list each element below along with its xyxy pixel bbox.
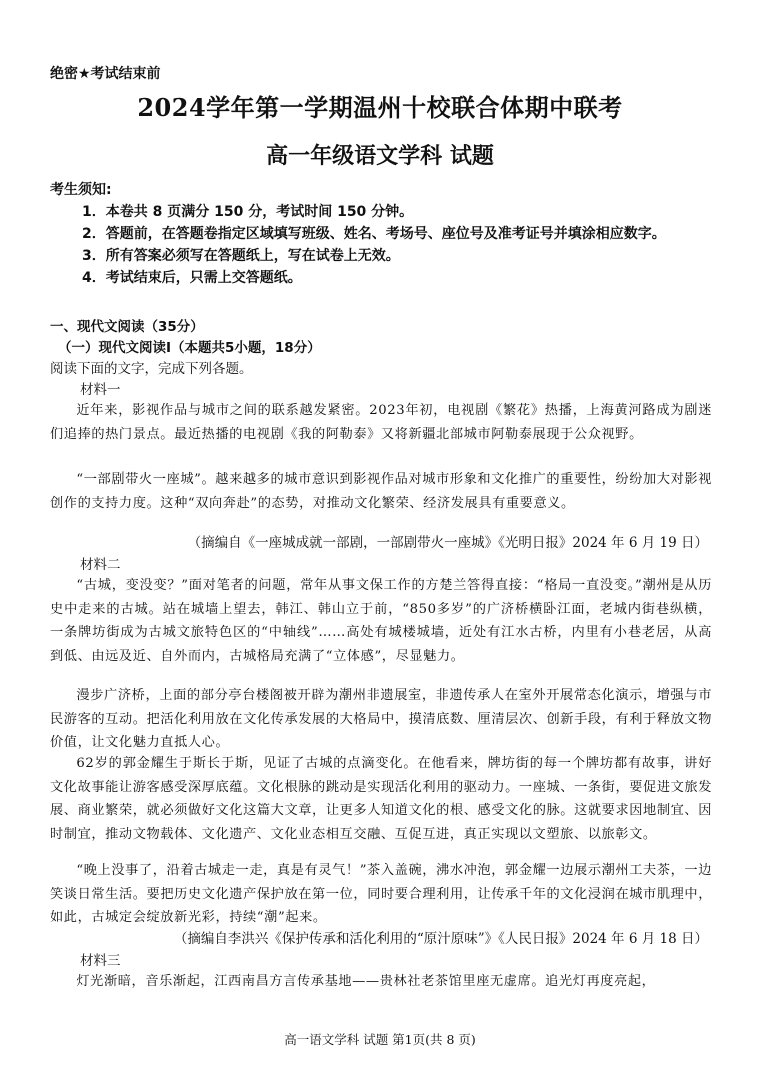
page-footer: 高一语文学科 试题 第1页(共 8 页) (284, 1032, 476, 1047)
section-heading: 一、现代文阅读（35分） (50, 319, 204, 335)
material2-paragraph-1: “古城，变没变？”面对笔者的问题，常年从事文保工作的方楚兰答得直接：“格局一直没变。”潮州是从历史中走来的古城。站在城墙上望去，韩江、韩山立于前，“850多岁”的广济桥横卧江面，老城内街巷纵横，一条牌坊街成为古城文旅特色区的“中轴线”……高处有城楼城墙，近处有江水古桥，内里有小巷老居，从高到低、由远及近、自外而内，古城格局充满了“立体感”，尽显魅力。 (50, 578, 712, 664)
material3-paragraph-1: 灯光渐暗，音乐渐起，江西南昌方言传承基地——贵林社老茶馆里座无虚席。追光灯再度亮起， (76, 974, 656, 989)
subsection-heading: （一）现代文阅读Ⅰ（本题共5小题，18分） (58, 340, 321, 356)
material2-source: （摘编自李洪兴《保护传承和活化利用的“原汁原味”》《人民日报》2024 年 6 月 18 日） (173, 931, 708, 947)
instruction: 阅读下面的文字，完成下列各题。 (50, 361, 253, 377)
material2-paragraph-2: 漫步广济桥，上面的部分亭台楼阁被开辟为潮州非遗展室，非遗传承人在室外开展常态化演示，增强与市民游客的互动。把活化利用放在文化传承发展的大格局中，摸清底数、厘清层次、创新手段，有利于释放文物价值，让文化魅力直抵人心。 (50, 688, 712, 750)
secret-mark: 绝密★考试结束前 (50, 66, 161, 82)
material1-source: （摘编自《一座城成就一部剧，一部剧带火一座城》《光明日报》2024 年 6 月 19 日） (187, 535, 708, 551)
material1-paragraph-2: “一部剧带火一座城”。越来越多的城市意识到影视作品对城市形象和文化推广的重要性，纷纷加大对影视创作的支持力度。这种“双向奔赴”的态势，对推动文化繁荣、经济发展具有重要意义。 (50, 472, 712, 511)
material3-label: 材料三 (80, 953, 121, 969)
notice-heading: 考生须知: (50, 182, 112, 198)
material1-label: 材料一 (80, 382, 121, 398)
notice-item-2: 2．答题前，在答题卷指定区域填写班级、姓名、考场号、座位号及准考证号并填涂相应数字。 (82, 226, 666, 242)
notice-item-3: 3．所有答案必须写在答题纸上，写在试卷上无效。 (82, 248, 400, 264)
material2-label: 材料二 (80, 557, 121, 573)
material2-paragraph-3: 62岁的郭金耀生于斯长于斯，见证了古城的点滴变化。在他看来，牌坊街的每一个牌坊都有故事，讲好文化故事能让游客感受深厚底蕴。文化根脉的跳动是实现活化利用的驱动力。一座城、一条街，要促进文旅发展、商业繁荣，就必须做好文化这篇大文章，让更多人知道文化的根、感受文化的脉。这就要求因地制宜、因时制宜，推动文物载体、文化遗产、文化业态相互交融、互促互进，真正实现以文塑旅、以旅彰文。 (50, 756, 712, 842)
material2-paragraph-4: “晚上没事了，沿着古城走一走，真是有灵气！”茶入盖碗，沸水冲泡，郭金耀一边展示潮州工夫茶，一边笑谈日常生活。要把历史文化遗产保护放在第一位，同时要合理利用，让传承千年的文化浸润在城市肌理中，如此，古城定会绽放新光彩，持续“潮”起来。 (50, 863, 712, 925)
notice-item-1: 1．本卷共 8 页满分 150 分，考试时间 150 分钟。 (82, 204, 414, 220)
notice-item-4: 4．考试结束后，只需上交答题纸。 (82, 270, 302, 286)
material1-paragraph-1: 近年来，影视作品与城市之间的联系越发紧密。2023年初，电视剧《繁花》热播，上海黄河路成为剧迷们追捧的热门景点。最近热播的电视剧《我的阿勒泰》又将新疆北部城市阿勒泰展现于公众视野。 (50, 403, 712, 442)
exam-title: 2024学年第一学期温州十校联合体期中联考 (137, 93, 623, 122)
exam-subtitle: 高一年级语文学科 试题 (266, 143, 494, 169)
